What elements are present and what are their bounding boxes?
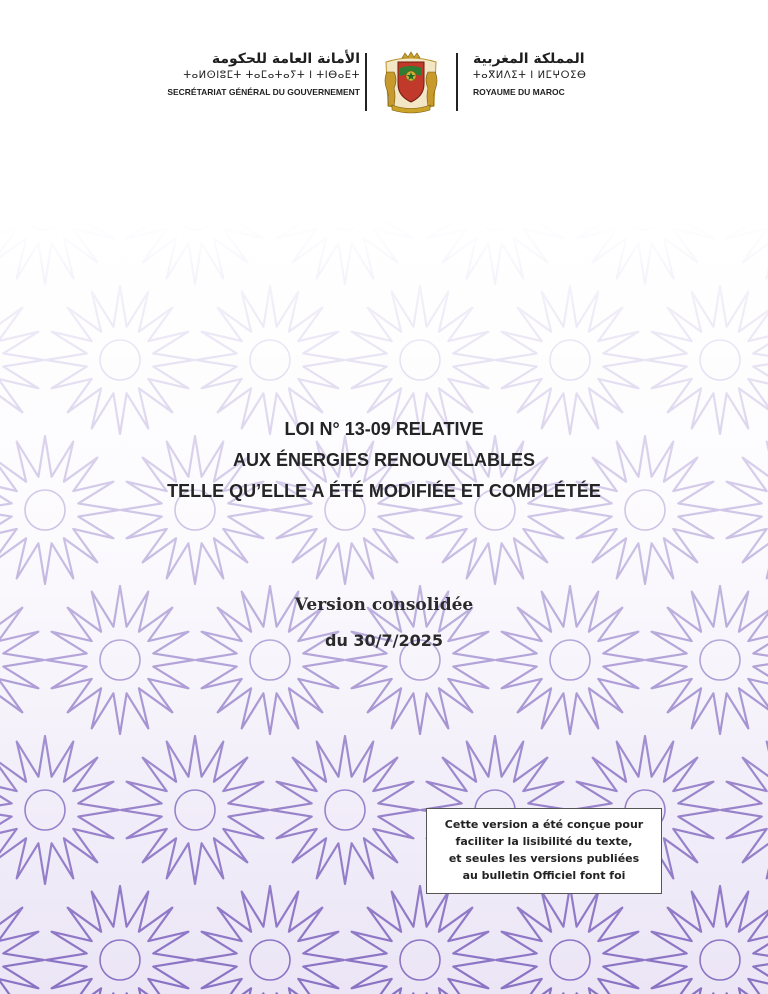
kingdom-arabic: المملكة المغربية — [473, 51, 585, 67]
header — [0, 44, 768, 122]
title-line-2: AUX ÉNERGIES RENOUVELABLES — [232, 450, 536, 470]
disclaimer-line-1: Cette version a été conçue pour — [444, 818, 644, 831]
version-date: du 30/7/2025 — [324, 631, 444, 650]
header-divider-left — [365, 53, 367, 111]
secretariat-tifinagh: ⵜⴰⵍⵙⵏⵓⵎⵜ ⵜⴰⵎⴰⵜⴰⵢⵜ ⵏ ⵜⵏⴱⴰⴹⵜ — [183, 70, 360, 81]
kingdom-block — [473, 50, 673, 99]
secretariat-block — [120, 50, 360, 99]
title-line-1: LOI N° 13-09 RELATIVE — [284, 419, 484, 439]
secretariat-arabic: الأمانة العامة للحكومة — [211, 51, 360, 67]
kingdom-tifinagh: ⵜⴰⴳⵍⴷⵉⵜ ⵏ ⵍⵎⵖⵔⵉⴱ — [473, 70, 587, 81]
disclaimer-line-4: au bulletin Officiel font foi — [462, 869, 626, 882]
header-divider-right — [456, 53, 458, 111]
document-title — [0, 414, 768, 507]
title-line-3: TELLE QU’ELLE A ÉTÉ MODIFIÉE ET COMPLÉTÉE — [167, 481, 601, 501]
disclaimer-line-2: faciliter la lisibilité du texte, — [455, 835, 633, 848]
disclaimer-box — [426, 808, 662, 894]
version-block — [0, 590, 768, 656]
secretariat-latin: SECRÉTARIAT GÉNÉRAL DU GOUVERNEMENT — [167, 87, 360, 97]
disclaimer-line-3: et seules les versions publiées — [448, 852, 640, 865]
coat-of-arms-emblem — [378, 50, 444, 116]
kingdom-latin: ROYAUME DU MAROC — [473, 87, 565, 97]
version-label: Version consolidée — [294, 595, 474, 615]
